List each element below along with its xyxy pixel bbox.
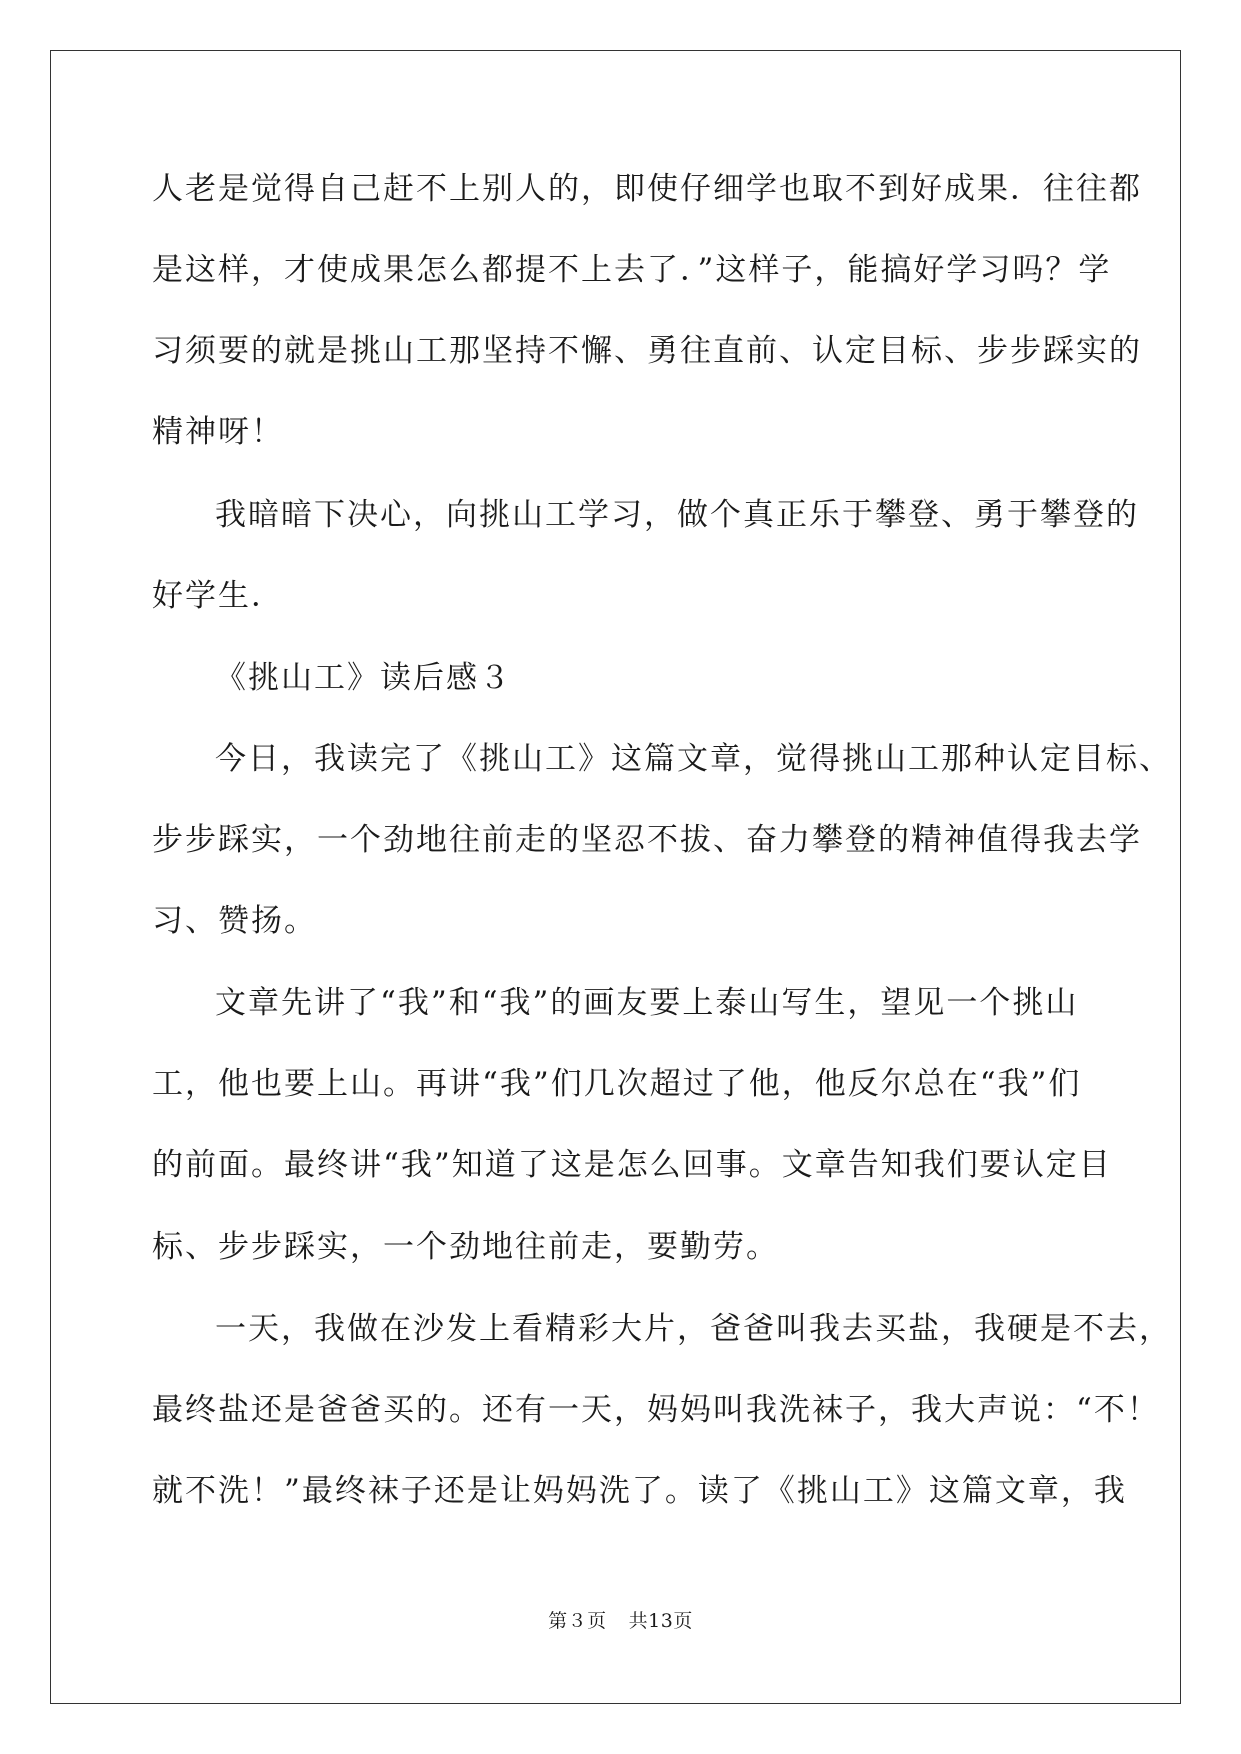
text-line: 标、步步踩实，一个劲地往前走，要勤劳。 <box>152 1229 779 1265</box>
page-total: 共13页 <box>628 1610 693 1632</box>
text-line: 最终盐还是爸爸买的。还有一天，妈妈叫我洗袜子，我大声说：“不！ <box>152 1392 1160 1428</box>
text-line: 文章先讲了“我”和“我”的画友要上泰山写生，望见一个挑山 <box>215 985 1079 1021</box>
text-line: 好学生． <box>152 578 284 614</box>
page-footer <box>0 1609 1241 1633</box>
page-border <box>50 50 1181 1704</box>
text-line: 我暗暗下决心，向挑山工学习，做个真正乐于攀登、勇于攀登的 <box>215 497 1139 533</box>
text-line: 精神呀！ <box>152 414 284 450</box>
text-line: 的前面。最终讲“我”知道了这是怎么回事。文章告知我们要认定目 <box>152 1147 1112 1183</box>
text-line: 人老是觉得自己赶不上别人的，即使仔细学也取不到好成果．往往都 <box>152 171 1142 207</box>
text-line: 就不洗！”最终袜子还是让妈妈洗了。读了《挑山工》这篇文章，我 <box>152 1473 1127 1509</box>
text-line: 一天，我做在沙发上看精彩大片，爸爸叫我去买盐，我硬是不去， <box>215 1311 1172 1347</box>
text-line: 今日，我读完了《挑山工》这篇文章，觉得挑山工那种认定目标、 <box>215 741 1172 777</box>
text-line: 是这样，才使成果怎么都提不上去了．”这样子，能搞好学习吗？学 <box>152 252 1112 288</box>
text-line: 步步踩实，一个劲地往前走的坚忍不拔、奋力攀登的精神值得我去学 <box>152 822 1142 858</box>
text-line: 习须要的就是挑山工那坚持不懈、勇往直前、认定目标、步步踩实的 <box>152 333 1142 369</box>
text-line: 工，他也要上山。再讲“我”们几次超过了他，他反尔总在“我”们 <box>152 1066 1082 1102</box>
section-heading: 《挑山工》读后感３ <box>215 660 512 696</box>
text-line: 习、赞扬。 <box>152 903 317 939</box>
page-number: 第３页 <box>548 1610 607 1632</box>
